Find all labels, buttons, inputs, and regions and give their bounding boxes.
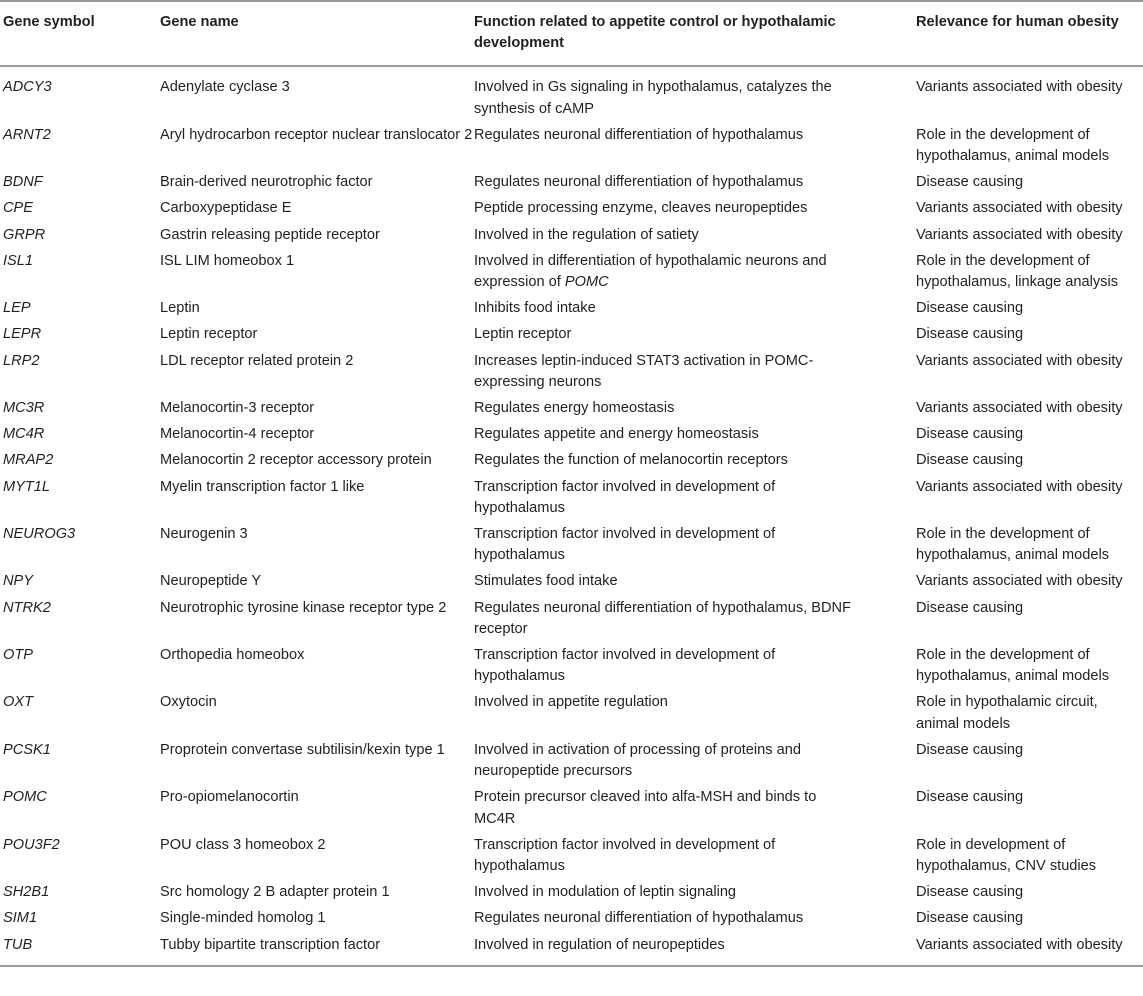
gene-symbol-cell: MYT1L xyxy=(3,478,51,495)
relevance-cell: Disease causing xyxy=(916,884,1024,901)
table-row xyxy=(0,296,1143,322)
gene-name-cell: Melanocortin 2 receptor accessory protein xyxy=(160,452,432,469)
relevance-cell: Disease causing xyxy=(916,300,1024,317)
table-row xyxy=(0,738,1143,785)
gene-name-cell: Neuropeptide Y xyxy=(160,573,262,590)
relevance-cell: Disease causing xyxy=(916,910,1024,927)
relevance-cell: Disease causing xyxy=(916,326,1024,343)
relevance-cell: Disease causing xyxy=(916,789,1024,806)
gene-name-cell: Orthopedia homeobox xyxy=(160,647,305,664)
function-cell xyxy=(474,596,916,643)
header-function: Function related to appetite control or hypothalamic development xyxy=(474,14,836,52)
function-text: Involved in modulation of leptin signaling xyxy=(474,884,737,901)
function-text: Stimulates food intake xyxy=(474,573,618,590)
gene-name-cell: LDL receptor related protein 2 xyxy=(160,352,354,369)
relevance-cell: Role in the development of hypothalamus, animal models xyxy=(916,526,1110,564)
function-cell xyxy=(474,223,916,249)
gene-name-cell: Leptin receptor xyxy=(160,326,258,343)
gene-symbol-cell: BDNF xyxy=(3,174,43,191)
relevance-cell: Role in the development of hypothalamus, animal models xyxy=(916,647,1110,685)
gene-symbol-cell: POMC xyxy=(3,789,47,806)
function-text: Involved in the regulation of satiety xyxy=(474,226,699,243)
function-text: Regulates neuronal differentiation of hypothalamus, BDNF receptor xyxy=(474,599,851,637)
relevance-cell: Disease causing xyxy=(916,426,1024,443)
relevance-cell: Variants associated with obesity xyxy=(916,352,1123,369)
table-row xyxy=(0,522,1143,569)
header-relevance: Relevance for human obesity xyxy=(916,14,1119,30)
gene-name-cell: Myelin transcription factor 1 like xyxy=(160,478,365,495)
gene-symbol-cell: NPY xyxy=(3,573,34,590)
function-text: Leptin receptor xyxy=(474,326,572,343)
function-cell xyxy=(474,880,916,906)
relevance-cell: Role in hypothalamic circuit, animal models xyxy=(916,694,1098,732)
table-row xyxy=(0,785,1143,832)
function-cell xyxy=(474,123,916,170)
gene-name-cell: Pro-opiomelanocortin xyxy=(160,789,299,806)
table-row xyxy=(0,880,1143,906)
function-cell xyxy=(474,170,916,196)
function-text: Regulates appetite and energy homeostasis xyxy=(474,426,759,443)
gene-symbol-cell: LEP xyxy=(3,300,31,317)
gene-name-cell: POU class 3 homeobox 2 xyxy=(160,836,326,853)
relevance-cell: Variants associated with obesity xyxy=(916,200,1123,217)
function-cell xyxy=(474,422,916,448)
table-row xyxy=(0,422,1143,448)
header-gene-symbol: Gene symbol xyxy=(3,14,95,30)
relevance-cell: Variants associated with obesity xyxy=(916,573,1123,590)
gene-symbol-cell: LRP2 xyxy=(3,352,40,369)
function-text: Involved in differentiation of hypothalamic neurons and expression of xyxy=(474,252,827,291)
relevance-cell: Disease causing xyxy=(916,452,1024,469)
gene-name-cell: ISL LIM homeobox 1 xyxy=(160,252,295,269)
function-cell xyxy=(474,906,916,932)
function-text: Regulates neuronal differentiation of hypothalamus xyxy=(474,126,804,143)
relevance-cell: Role in development of hypothalamus, CNV studies xyxy=(916,836,1097,874)
table-row xyxy=(0,690,1143,737)
function-text: Transcription factor involved in development of hypothalamus xyxy=(474,647,776,685)
gene-name-cell: Adenylate cyclase 3 xyxy=(160,79,290,96)
table-row xyxy=(0,933,1143,966)
gene-symbol-cell: NEUROG3 xyxy=(3,526,76,543)
relevance-cell: Variants associated with obesity xyxy=(916,79,1123,96)
table-row xyxy=(0,223,1143,249)
gene-symbol-cell: TUB xyxy=(3,936,33,953)
function-cell xyxy=(474,196,916,222)
gene-symbol-cell: SH2B1 xyxy=(3,884,50,901)
function-text: Involved in regulation of neuropeptides xyxy=(474,936,725,953)
function-cell xyxy=(474,66,916,122)
function-text: Increases leptin-induced STAT3 activation in POMC-expressing neurons xyxy=(474,352,814,390)
function-text: Protein precursor cleaved into alfa-MSH and binds to MC4R xyxy=(474,789,817,827)
relevance-cell: Variants associated with obesity xyxy=(916,478,1123,495)
gene-symbol-cell: ARNT2 xyxy=(3,126,51,143)
relevance-cell: Variants associated with obesity xyxy=(916,226,1123,243)
gene-name-cell: Proprotein convertase subtilisin/kexin type 1 xyxy=(160,741,445,758)
header-gene-name: Gene name xyxy=(160,14,239,30)
function-cell xyxy=(474,249,916,296)
relevance-cell: Role in the development of hypothalamus, linkage analysis xyxy=(916,252,1118,291)
gene-name-cell: Neurotrophic tyrosine kinase receptor type 2 xyxy=(160,599,447,616)
function-cell xyxy=(474,522,916,569)
function-cell xyxy=(474,933,916,966)
relevance-cell: Variants associated with obesity xyxy=(916,400,1123,417)
gene-symbol-cell: MRAP2 xyxy=(3,452,54,469)
table-row xyxy=(0,643,1143,690)
function-text: Regulates energy homeostasis xyxy=(474,400,675,417)
gene-name-cell: Src homology 2 B adapter protein 1 xyxy=(160,884,390,901)
function-text: Transcription factor involved in development of hypothalamus xyxy=(474,478,776,516)
function-text: Inhibits food intake xyxy=(474,300,596,317)
function-text: Transcription factor involved in development of hypothalamus xyxy=(474,836,776,874)
gene-symbol-cell: ISL1 xyxy=(3,252,34,269)
function-cell xyxy=(474,738,916,785)
function-cell xyxy=(474,569,916,595)
function-italic-text: POMC xyxy=(564,274,609,291)
function-text: Peptide processing enzyme, cleaves neuropeptides xyxy=(474,200,808,217)
table-row xyxy=(0,906,1143,932)
function-cell xyxy=(474,296,916,322)
table-row xyxy=(0,170,1143,196)
function-cell xyxy=(474,690,916,737)
function-text: Regulates the function of melanocortin receptors xyxy=(474,452,788,469)
function-text: Regulates neuronal differentiation of hypothalamus xyxy=(474,910,804,927)
gene-symbol-cell: OXT xyxy=(3,694,33,711)
relevance-cell: Disease causing xyxy=(916,174,1024,191)
function-cell xyxy=(474,475,916,522)
function-text: Regulates neuronal differentiation of hypothalamus xyxy=(474,174,804,191)
function-text: Transcription factor involved in development of hypothalamus xyxy=(474,526,776,564)
gene-name-cell: Neurogenin 3 xyxy=(160,526,248,543)
table-row xyxy=(0,475,1143,522)
gene-name-cell: Aryl hydrocarbon receptor nuclear translocator 2 xyxy=(160,126,473,143)
table-row xyxy=(0,569,1143,595)
gene-name-cell: Gastrin releasing peptide receptor xyxy=(160,226,380,243)
table-row xyxy=(0,322,1143,348)
function-cell xyxy=(474,833,916,880)
table-row xyxy=(0,396,1143,422)
gene-name-cell: Melanocortin-4 receptor xyxy=(160,426,315,443)
table-row xyxy=(0,349,1143,396)
gene-symbol-cell: MC3R xyxy=(3,400,45,417)
header-row xyxy=(0,1,1143,66)
gene-name-cell: Oxytocin xyxy=(160,694,217,711)
table-row xyxy=(0,249,1143,296)
table-row xyxy=(0,833,1143,880)
function-text: Involved in activation of processing of proteins and neuropeptide precursors xyxy=(474,741,801,780)
function-cell xyxy=(474,396,916,422)
function-cell xyxy=(474,448,916,474)
table-row xyxy=(0,596,1143,643)
relevance-cell: Disease causing xyxy=(916,741,1024,758)
relevance-cell: Variants associated with obesity xyxy=(916,936,1123,953)
gene-symbol-cell: LEPR xyxy=(3,326,42,343)
function-text: Involved in appetite regulation xyxy=(474,694,668,711)
gene-symbol-cell: OTP xyxy=(3,647,33,664)
gene-symbol-cell: SIM1 xyxy=(3,910,38,927)
function-cell xyxy=(474,349,916,396)
gene-symbol-cell: CPE xyxy=(3,200,34,217)
gene-symbol-cell: GRPR xyxy=(3,226,46,243)
relevance-cell: Role in the development of hypothalamus, animal models xyxy=(916,126,1110,165)
gene-name-cell: Carboxypeptidase E xyxy=(160,200,292,217)
gene-symbol-cell: MC4R xyxy=(3,426,45,443)
relevance-cell: Disease causing xyxy=(916,599,1024,616)
function-cell xyxy=(474,785,916,832)
table-row xyxy=(0,448,1143,474)
function-cell xyxy=(474,643,916,690)
table-row xyxy=(0,66,1143,122)
gene-symbol-cell: NTRK2 xyxy=(3,599,51,616)
gene-name-cell: Melanocortin-3 receptor xyxy=(160,400,315,417)
gene-symbol-cell: PCSK1 xyxy=(3,741,51,758)
gene-name-cell: Tubby bipartite transcription factor xyxy=(160,936,381,953)
gene-name-cell: Leptin xyxy=(160,300,200,317)
gene-name-cell: Single-minded homolog 1 xyxy=(160,910,326,927)
table-row xyxy=(0,123,1143,170)
gene-name-cell: Brain-derived neurotrophic factor xyxy=(160,174,373,191)
function-text: Involved in Gs signaling in hypothalamus, catalyzes the synthesis of cAMP xyxy=(474,79,832,117)
table-row xyxy=(0,196,1143,222)
gene-symbol-cell: POU3F2 xyxy=(3,836,60,853)
function-cell xyxy=(474,322,916,348)
gene-symbol-cell: ADCY3 xyxy=(3,79,52,96)
